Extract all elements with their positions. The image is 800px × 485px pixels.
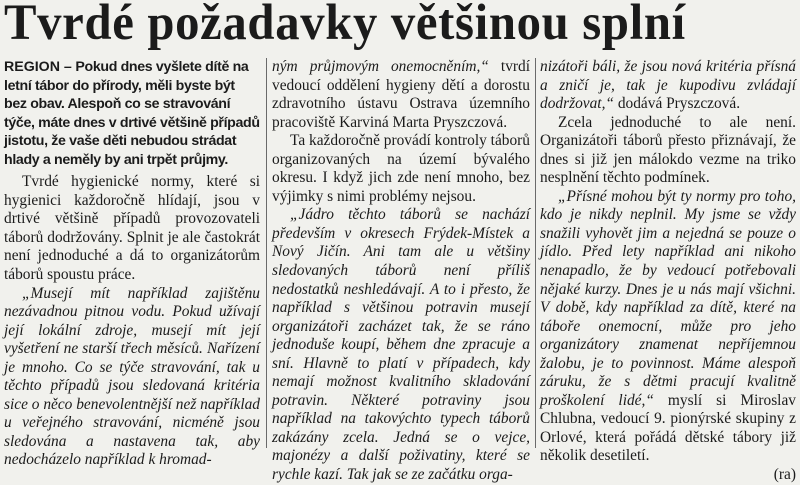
lead-text: Pokud dnes vyšlete dítě na letní tábor do přírody, měli byste být bez obav. Alespoň co se stravování týče, máte dnes v drtivé většině případů jistotu, že vaše děti nebudou strádat hlady a neměly by ani trpět průjmy. bbox=[4, 59, 260, 168]
paragraph: Tvrdé hygienické normy, které si hygienici každoročně hlídají, jsou v drtivé většině případů provozovateli táborů dodržovány. Splnit je ale častokrát není jednoduché a dá to organizátorům táborů spoustu práce. bbox=[4, 173, 260, 284]
paragraph bbox=[272, 58, 530, 132]
column-divider bbox=[535, 58, 536, 448]
article-headline: Tvrdé požadavky většinou splní bbox=[4, 0, 686, 51]
attribution: tvrdí vedoucí oddělení hygieny dětí a dorostu zdravotního ústavu Ostrava územního pracoviště Karviná Marta Pryszczová. bbox=[272, 58, 530, 131]
article-lead bbox=[4, 58, 260, 169]
quote-paragraph: „Musejí mít například zajištěnu nezávadnou pitnou vodu. Pokud užívají její lokální zdroje, musejí mít její vyšetření ne starší třech měsíců. Nařízení je mnoho. Co se týče stravování, tak u těchto případů jsou sledovaná kritéria sice o něco benevolentnější než například u veřejného stravování, nicméně jsou sledována a nastavena tak, aby nedocházelo například k hromad- bbox=[4, 284, 261, 469]
paragraph bbox=[540, 188, 796, 466]
article-column-3 bbox=[540, 58, 796, 484]
paragraph bbox=[540, 58, 796, 114]
article-column-1 bbox=[4, 58, 261, 469]
column-divider bbox=[266, 58, 267, 448]
paragraph: Ta každoročně provádí kontroly táborů organizovaných na území bývalého okresu. I když jich zde není mnoho, bez výjimky s nimi problémy nejsou. bbox=[272, 132, 530, 205]
quote-text: „Přísné mohou být ty normy pro toho, kdo je nikdy neplnil. My jsme se vždy snažili vyhovět jim a nejedná se pouze o jídlo. Před lety například ani nikoho nenapadlo, že by vedoucí potřebovali nějaké kurzy. Dnes je u nás mají všichni. V době, kdy například za dítě, které na táboře onemocní, může pro jeho organizátory znamenat nepříjemnou žalobu, je to povinnost. Máme alespoň záruku, že s dětmi pracují kvalitně proškolení lidé,“ bbox=[540, 187, 796, 409]
attribution: dodává Pryszczová. bbox=[613, 95, 741, 113]
quote-paragraph: „Jádro těchto táborů se nachází především v okresech Frýdek-Místek a Nový Jičín. Ani tam ale u většiny sledovaných táborů není příliš nedostatků neshledávají. A to i přesto, že například s většinou potravin musejí organizátoři zacházet tak, že se ráno jednoduše koupí, během dne zpracuje a sní. Hlavně to platí v případech, kdy nemají možnost kvalitního skladování potravin. Některé potraviny jsou například na takovýchto typech táborů zakázány zcela. Jedná se o vejce, majonézy a další poživatiny, které se rychle kazí. Tak jak se ze začátku orga- bbox=[272, 206, 530, 484]
quote-continuation: nizátoři báli, že jsou nová kritéria přísná a zničí je, tak je kupodivu zvládají dodržovat,“ bbox=[540, 58, 796, 113]
quote-continuation: ným průjmovým onemocněním,“ bbox=[272, 58, 489, 75]
lead-place: REGION – bbox=[4, 59, 72, 75]
byline: (ra) bbox=[773, 466, 796, 484]
article-column-2 bbox=[272, 58, 530, 484]
paragraph: Zcela jednoduché to ale není. Organizátoři táborů přesto přiznávají, že dnes si již jen málokdo vezme na triko nesplnění těchto podmínek. bbox=[540, 113, 796, 187]
attribution: myslí si Miroslav Chlubna, vedoucí 9. pionýrské skupiny z Orlové, která pořádá dětské tábory již několik desetiletí. bbox=[540, 391, 796, 465]
